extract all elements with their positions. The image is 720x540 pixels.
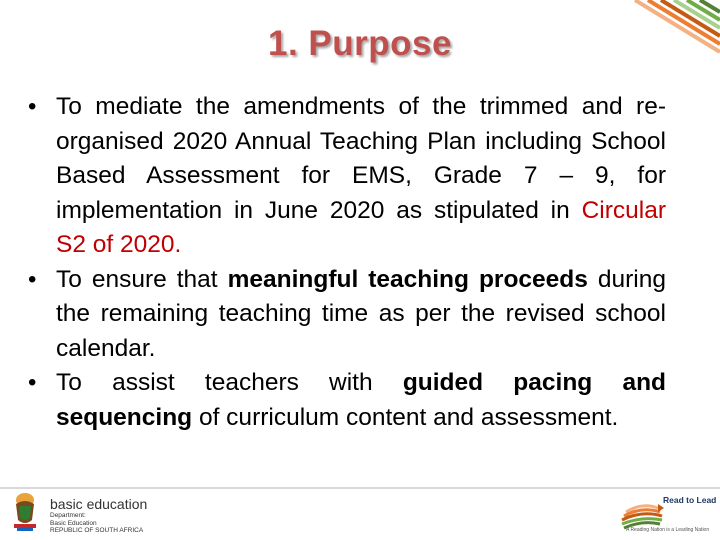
- read-to-lead-tagline: A Reading Nation is a Leading Nation: [626, 527, 710, 533]
- bullet-item: [26, 366, 666, 435]
- dept-line-2: Basic Education: [50, 519, 97, 527]
- read-to-lead-title: Read to Lead: [663, 495, 717, 505]
- bullet-dot: •: [28, 369, 37, 396]
- bullet-text: To assist teachers with: [56, 369, 403, 396]
- bullet-text: of curriculum content and assessment.: [192, 403, 619, 431]
- bullet-emphasis: meaningful teaching proceeds: [227, 265, 588, 293]
- dept-line-1: Department:: [50, 512, 86, 519]
- bullet-text: To mediate the amendments of the trimmed and re-organised 2020 Annual Teaching Plan including School Based Assessment for EMS, Grade 7 – 9, for implementation in June 2020 as stipulated in: [56, 93, 666, 224]
- dept-line-3: REPUBLIC OF SOUTH AFRICA: [50, 527, 144, 534]
- circular-reference: Circular S2 of 2020.: [56, 196, 666, 258]
- bullet-emphasis: guided pacing and sequencing: [56, 369, 666, 431]
- coat-of-arms-icon: [10, 490, 40, 534]
- bullet-list: [26, 90, 666, 435]
- bullet-text: To ensure that: [56, 265, 228, 293]
- bullet-text: during the remaining teaching time as per the revised school calendar.: [56, 265, 666, 362]
- bullet-item: [26, 263, 666, 367]
- basic-education-subtitle: [50, 512, 143, 535]
- bullet-item: [26, 90, 666, 263]
- slide-title: 1. Purpose: [268, 24, 452, 63]
- bullet-dot: •: [28, 93, 37, 120]
- bullet-dot: •: [28, 265, 37, 293]
- basic-education-title: basic education: [50, 496, 148, 512]
